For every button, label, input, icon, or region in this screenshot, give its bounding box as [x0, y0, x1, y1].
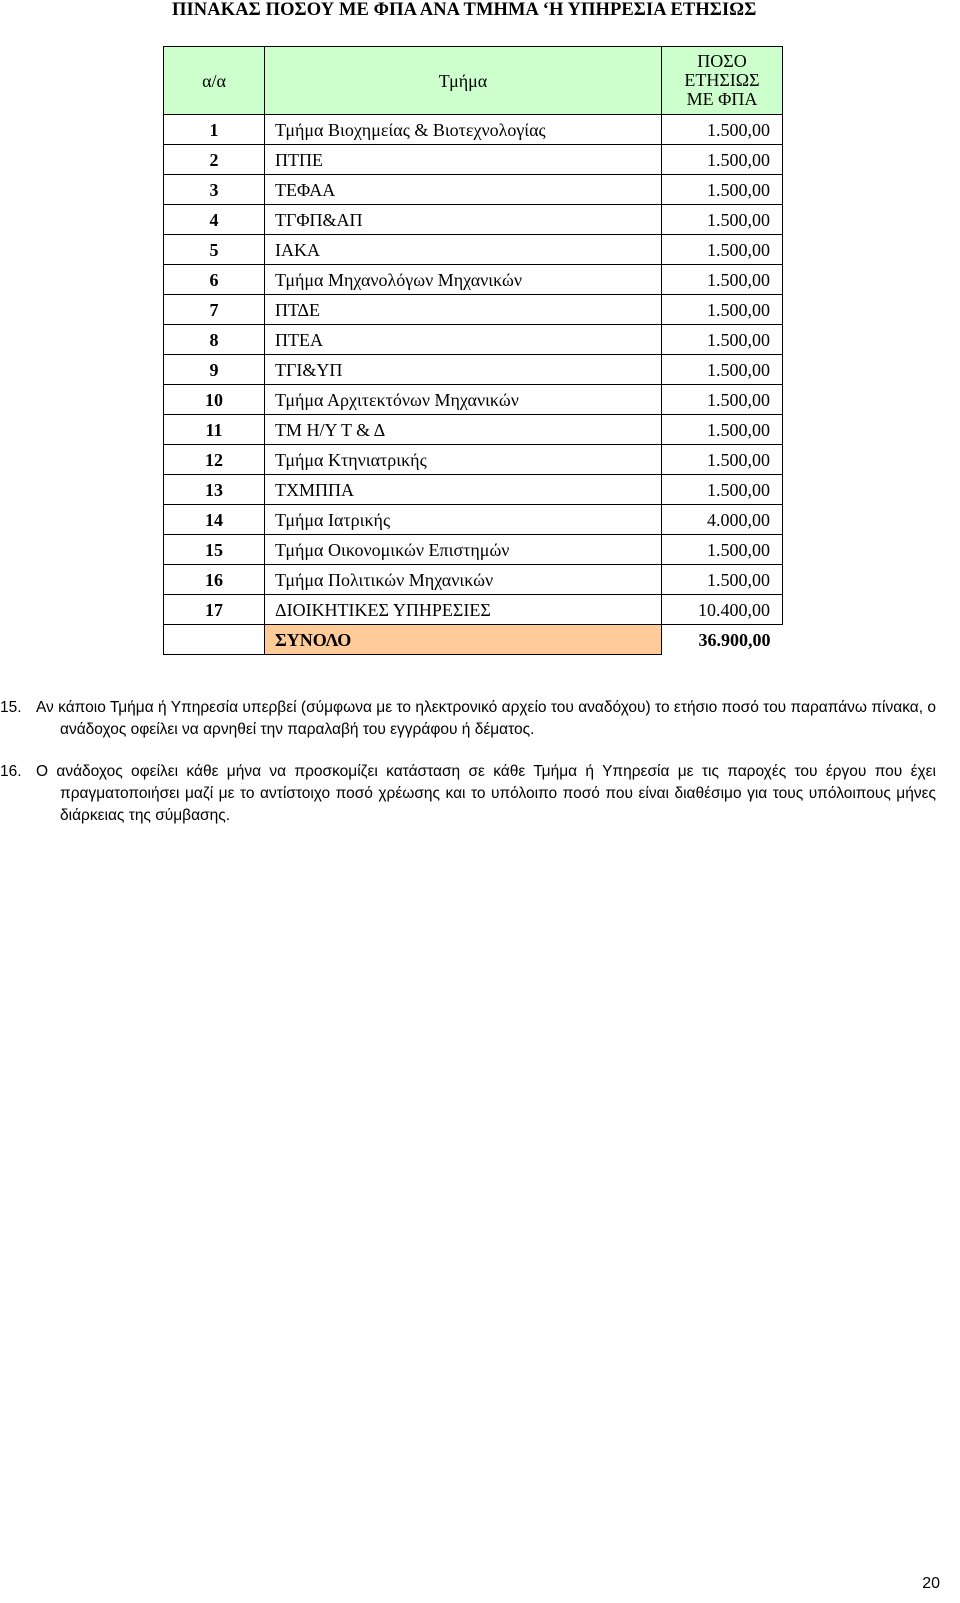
table-row — [164, 385, 783, 415]
row-amount: 1.500,00 — [662, 325, 783, 355]
row-department: Τμήμα Πολιτικών Μηχανικών — [265, 565, 662, 595]
row-department: ΠΤΔΕ — [265, 295, 662, 325]
row-number: 16 — [164, 565, 265, 595]
row-department: Τμήμα Βιοχημείας & Βιοτεχνολογίας — [265, 115, 662, 145]
row-amount: 1.500,00 — [662, 205, 783, 235]
table-row — [164, 505, 783, 535]
row-number: 2 — [164, 145, 265, 175]
row-department: Τμήμα Οικονομικών Επιστημών — [265, 535, 662, 565]
row-number: 8 — [164, 325, 265, 355]
row-number: 7 — [164, 295, 265, 325]
paragraph-number: 16. — [0, 763, 22, 780]
row-number: 5 — [164, 235, 265, 265]
row-amount: 4.000,00 — [662, 505, 783, 535]
row-department: ΠΤΕΑ — [265, 325, 662, 355]
row-department: Τμήμα Ιατρικής — [265, 505, 662, 535]
row-amount: 1.500,00 — [662, 295, 783, 325]
total-blank-cell — [164, 625, 265, 655]
paragraph-15 — [0, 697, 936, 741]
paragraph-number: 15. — [0, 699, 22, 716]
table-row — [164, 475, 783, 505]
header-amount-line2: ΕΤΗΣΙΩΣ — [684, 70, 760, 90]
paragraph-text: Ο ανάδοχος οφείλει κάθε μήνα να προσκομίζει κατάσταση σε κάθε Τμήμα ή Υπηρεσία με τις παροχές του έργου που έχει πραγματοποιήσει μαζί με το αντίστοιχο ποσό χρέωσης και το υπόλοιπο ποσό που είναι διαθέσιμο για τους υπόλοιπους μήνες διάρκειας της σύμβασης. — [36, 763, 936, 824]
row-number: 15 — [164, 535, 265, 565]
row-amount: 1.500,00 — [662, 145, 783, 175]
paragraph-text: Αν κάποιο Τμήμα ή Υπηρεσία υπερβεί (σύμφωνα με το ηλεκτρονικό αρχείο του αναδόχου) το ετήσιο ποσό του παραπάνω πίνακα, ο ανάδοχος οφείλει να αρνηθεί την παραλαβή του εγγράφου ή δέματος. — [36, 699, 936, 738]
table-row — [164, 145, 783, 175]
total-amount: 36.900,00 — [698, 629, 771, 650]
row-department: ΔΙΟΙΚΗΤΙΚΕΣ ΥΠΗΡΕΣΙΕΣ — [265, 595, 662, 625]
row-number: 6 — [164, 265, 265, 295]
table-row — [164, 325, 783, 355]
department-amount-table — [163, 46, 783, 655]
page-number: 20 — [922, 1575, 940, 1592]
row-number: 12 — [164, 445, 265, 475]
row-department: Τμήμα Αρχιτεκτόνων Μηχανικών — [265, 385, 662, 415]
row-department: Τμήμα Μηχανολόγων Μηχανικών — [265, 265, 662, 295]
paragraph-16 — [0, 761, 936, 827]
row-department: ΤΜ Η/Υ Τ & Δ — [265, 415, 662, 445]
table-row — [164, 595, 783, 625]
total-label: ΣΥΝΟΛΟ — [265, 625, 662, 655]
row-number: 10 — [164, 385, 265, 415]
row-number: 13 — [164, 475, 265, 505]
row-amount: 1.500,00 — [662, 565, 783, 595]
row-amount: 1.500,00 — [662, 475, 783, 505]
table-row — [164, 175, 783, 205]
row-number: 17 — [164, 595, 265, 625]
header-amount-line1: ΠΟΣΟ — [697, 51, 747, 71]
row-number: 14 — [164, 505, 265, 535]
row-department: Τμήμα Κτηνιατρικής — [265, 445, 662, 475]
table-row — [164, 445, 783, 475]
row-amount: 1.500,00 — [662, 235, 783, 265]
table-row — [164, 205, 783, 235]
row-amount: 1.500,00 — [662, 415, 783, 445]
row-amount: 1.500,00 — [662, 445, 783, 475]
row-department: ΙΑΚΑ — [265, 235, 662, 265]
table-row — [164, 415, 783, 445]
row-number: 4 — [164, 205, 265, 235]
row-amount: 1.500,00 — [662, 355, 783, 385]
header-amount — [662, 47, 783, 115]
table-row — [164, 265, 783, 295]
row-amount: 1.500,00 — [662, 175, 783, 205]
row-amount: 10.400,00 — [662, 595, 783, 625]
row-number: 3 — [164, 175, 265, 205]
table-row — [164, 115, 783, 145]
header-aa: α/α — [164, 47, 265, 115]
row-amount: 1.500,00 — [662, 115, 783, 145]
table-row — [164, 355, 783, 385]
row-number: 11 — [164, 415, 265, 445]
table-header-row — [164, 47, 783, 115]
header-dept: Τμήμα — [265, 47, 662, 115]
row-department: ΤΓΙ&ΥΠ — [265, 355, 662, 385]
row-department: ΤΧΜΠΠΑ — [265, 475, 662, 505]
total-row — [164, 625, 783, 655]
table-row — [164, 565, 783, 595]
row-amount: 1.500,00 — [662, 385, 783, 415]
row-number: 9 — [164, 355, 265, 385]
row-department: ΤΓΦΠ&ΑΠ — [265, 205, 662, 235]
row-amount: 1.500,00 — [662, 265, 783, 295]
table-row — [164, 295, 783, 325]
table-row — [164, 535, 783, 565]
row-amount: 1.500,00 — [662, 535, 783, 565]
header-amount-line3: ΜΕ ΦΠΑ — [686, 89, 758, 109]
row-number: 1 — [164, 115, 265, 145]
table-row — [164, 235, 783, 265]
row-department: ΤΕΦΑΑ — [265, 175, 662, 205]
page-title: ΠΙΝΑΚΑΣ ΠΟΣΟΥ ΜΕ ΦΠΑ ΑΝΑ ΤΜΗΜΑ ‘Η ΥΠΗΡΕΣΙΑ ΕΤΗΣΙΩΣ — [172, 0, 757, 20]
row-department: ΠΤΠΕ — [265, 145, 662, 175]
